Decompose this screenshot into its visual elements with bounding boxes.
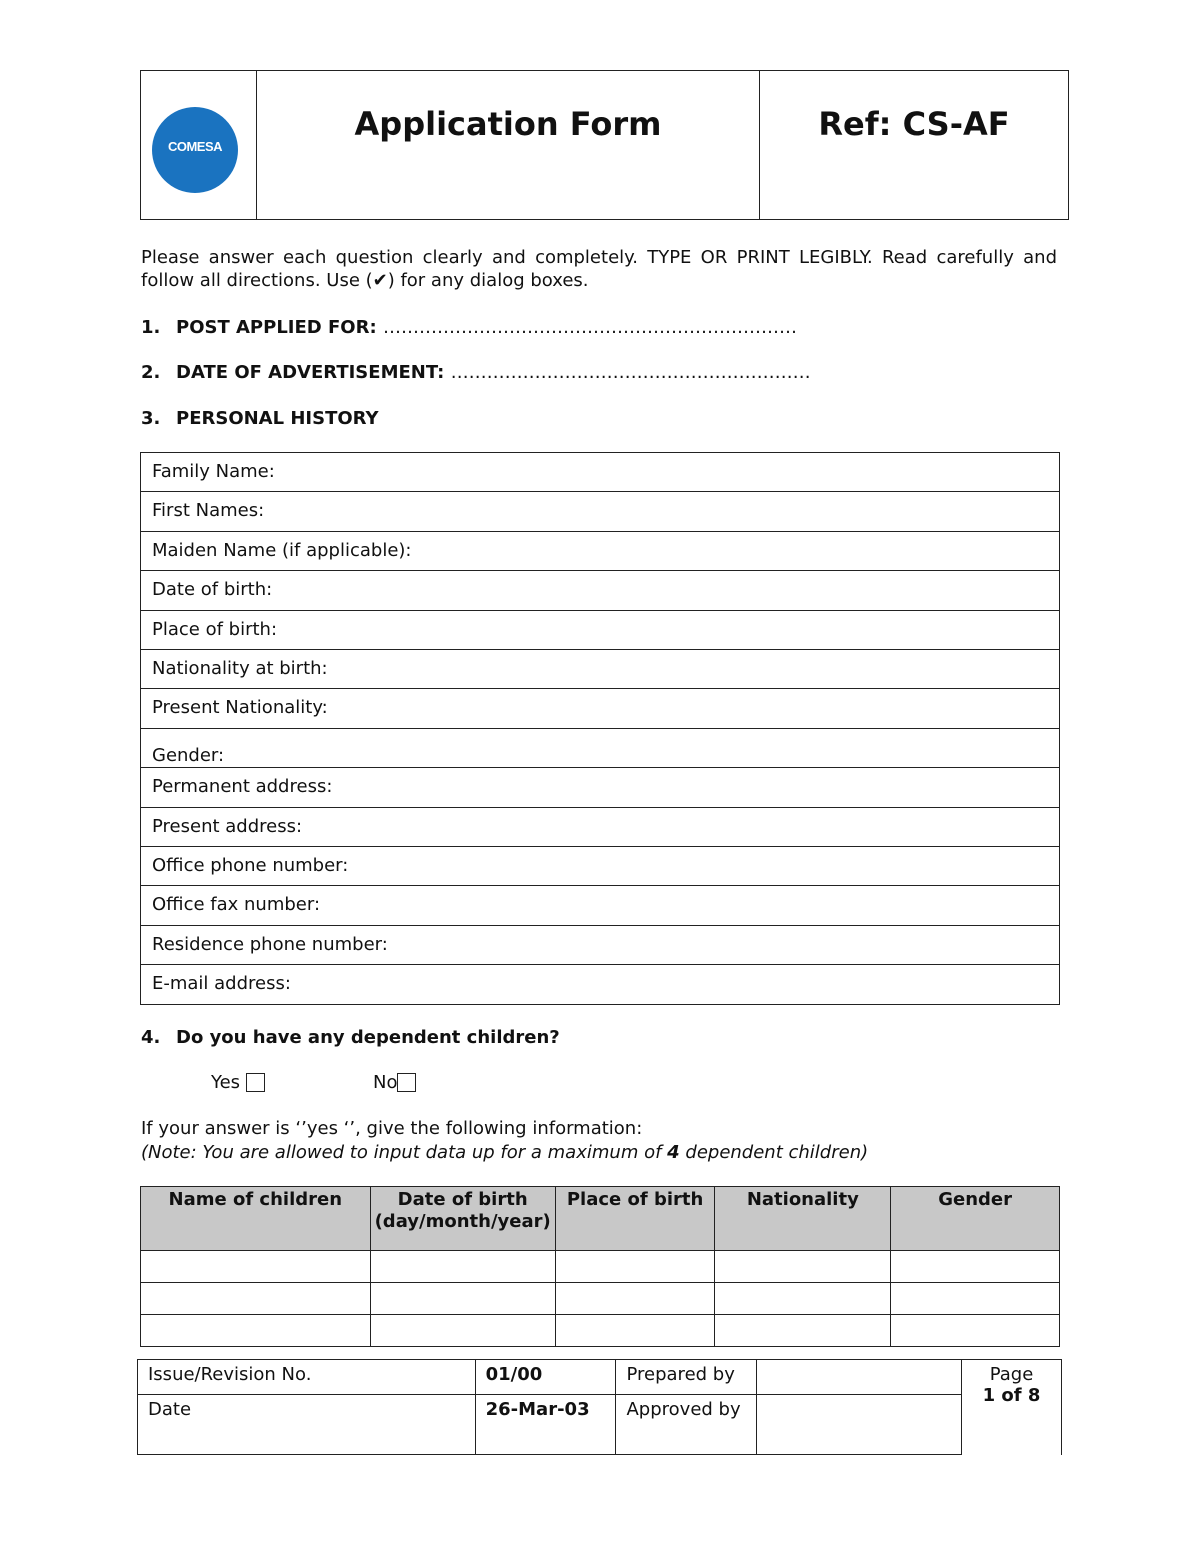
question-date-advertisement — [141, 362, 811, 383]
field-office-phone[interactable] — [141, 847, 1059, 886]
question-label: DATE OF ADVERTISEMENT: — [176, 362, 445, 383]
date-value: 26-Mar-03 — [475, 1395, 616, 1455]
field-label: E-mail address: — [152, 973, 291, 995]
instructions-text: Please answer each question clearly and completely. TYPE OR PRINT LEGIBLY. Read carefully and follow all directions. Use (✔) for any dialog boxes. — [141, 247, 1057, 291]
field-label: Office fax number: — [152, 894, 321, 916]
table-cell[interactable] — [555, 1283, 715, 1315]
prepared-value[interactable] — [757, 1360, 962, 1395]
question-number: 4. — [141, 1027, 161, 1048]
children-note — [141, 1117, 868, 1165]
field-nationality-at-birth[interactable] — [141, 650, 1059, 689]
question-dependent-children — [141, 1027, 560, 1048]
yes-label: Yes — [211, 1072, 241, 1093]
yes-checkbox[interactable] — [246, 1073, 265, 1092]
column-header: Date of birth (day/month/year) — [370, 1187, 555, 1251]
question-number: 3. — [141, 408, 161, 429]
note-max-count: 4 — [667, 1142, 680, 1163]
field-label: Family Name: — [152, 461, 275, 482]
field-label: Permanent address: — [152, 776, 333, 798]
form-ref: Ref: CS-AF — [818, 105, 1010, 143]
approved-value[interactable] — [757, 1395, 962, 1455]
note-line-1: If your answer is ‘’yes ‘’, give the following information: — [141, 1118, 643, 1139]
comesa-logo — [152, 107, 238, 193]
field-label: Gender: — [152, 744, 225, 766]
table-cell[interactable] — [141, 1283, 371, 1315]
question-label: POST APPLIED FOR: — [176, 317, 377, 338]
field-residence-phone[interactable] — [141, 926, 1059, 965]
no-label: No — [373, 1072, 398, 1093]
page-label: Page — [989, 1364, 1034, 1385]
table-cell[interactable] — [370, 1315, 555, 1347]
field-email[interactable] — [141, 965, 1059, 1004]
table-cell[interactable] — [891, 1251, 1060, 1283]
page-number: 1 of 8 — [982, 1385, 1041, 1406]
field-office-fax[interactable] — [141, 886, 1059, 925]
column-header: Place of birth — [555, 1187, 715, 1251]
table-cell[interactable] — [141, 1315, 371, 1347]
field-present-address[interactable] — [141, 808, 1059, 847]
post-applied-field[interactable]: …………………………………………………………… — [382, 317, 797, 338]
field-label: Residence phone number: — [152, 933, 388, 955]
question-label: Do you have any dependent children? — [176, 1027, 560, 1048]
field-maiden-name[interactable] — [141, 532, 1059, 571]
form-header — [140, 70, 1069, 220]
column-header: Nationality — [715, 1187, 891, 1251]
field-family-name[interactable] — [141, 453, 1059, 492]
table-cell[interactable] — [555, 1315, 715, 1347]
field-present-nationality[interactable] — [141, 689, 1059, 728]
field-first-names[interactable] — [141, 492, 1059, 531]
children-table — [140, 1186, 1060, 1347]
ref-cell — [760, 71, 1068, 219]
table-row — [141, 1251, 1060, 1283]
prepared-label: Prepared by — [616, 1360, 757, 1395]
field-label: Office phone number: — [152, 854, 349, 876]
approved-label: Approved by — [616, 1395, 757, 1455]
note-line-2 — [141, 1141, 868, 1165]
note-text-end: dependent children) — [679, 1142, 869, 1163]
title-cell — [257, 71, 760, 219]
document-footer — [137, 1359, 1062, 1455]
issue-label: Issue/Revision No. — [138, 1360, 476, 1395]
field-label: Maiden Name (if applicable): — [152, 539, 412, 561]
field-place-of-birth[interactable] — [141, 611, 1059, 650]
no-option — [373, 1072, 416, 1093]
column-header: Name of children — [141, 1187, 371, 1251]
table-cell[interactable] — [555, 1251, 715, 1283]
date-advertisement-field[interactable]: …………………………………………………… — [450, 362, 811, 383]
personal-history-table — [140, 452, 1060, 1005]
field-label: Nationality at birth: — [152, 657, 328, 679]
table-cell[interactable] — [370, 1251, 555, 1283]
question-number: 2. — [141, 362, 161, 383]
table-cell[interactable] — [891, 1283, 1060, 1315]
date-label: Date — [138, 1395, 476, 1455]
table-cell[interactable] — [715, 1315, 891, 1347]
logo-cell — [141, 71, 257, 219]
no-checkbox[interactable] — [397, 1073, 416, 1092]
table-row — [141, 1315, 1060, 1347]
field-label: Place of birth: — [152, 618, 278, 640]
field-permanent-address[interactable] — [141, 768, 1059, 807]
field-label: Date of birth: — [152, 579, 273, 601]
table-cell[interactable] — [715, 1251, 891, 1283]
form-title: Application Form — [354, 105, 662, 143]
field-label: Present address: — [152, 815, 303, 837]
field-label: Present Nationality: — [152, 697, 328, 719]
table-cell[interactable] — [370, 1283, 555, 1315]
table-row — [141, 1283, 1060, 1315]
question-number: 1. — [141, 317, 161, 338]
field-gender[interactable] — [141, 729, 1059, 768]
yes-option — [211, 1072, 265, 1093]
table-cell[interactable] — [715, 1283, 891, 1315]
question-post-applied — [141, 317, 797, 338]
section-label: PERSONAL HISTORY — [176, 408, 379, 429]
footer-row — [138, 1360, 1062, 1395]
table-cell[interactable] — [891, 1315, 1060, 1347]
page-cell — [962, 1360, 1062, 1455]
field-label: First Names: — [152, 500, 265, 522]
children-table-header — [141, 1187, 1060, 1251]
logo-text: COMESA — [167, 139, 223, 154]
column-header: Gender — [891, 1187, 1060, 1251]
issue-value: 01/00 — [475, 1360, 616, 1395]
field-date-of-birth[interactable] — [141, 571, 1059, 610]
table-cell[interactable] — [141, 1251, 371, 1283]
section-personal-history — [141, 408, 379, 429]
footer-row — [138, 1395, 1062, 1455]
note-text: (Note: You are allowed to input data up for a maximum of — [141, 1142, 668, 1163]
